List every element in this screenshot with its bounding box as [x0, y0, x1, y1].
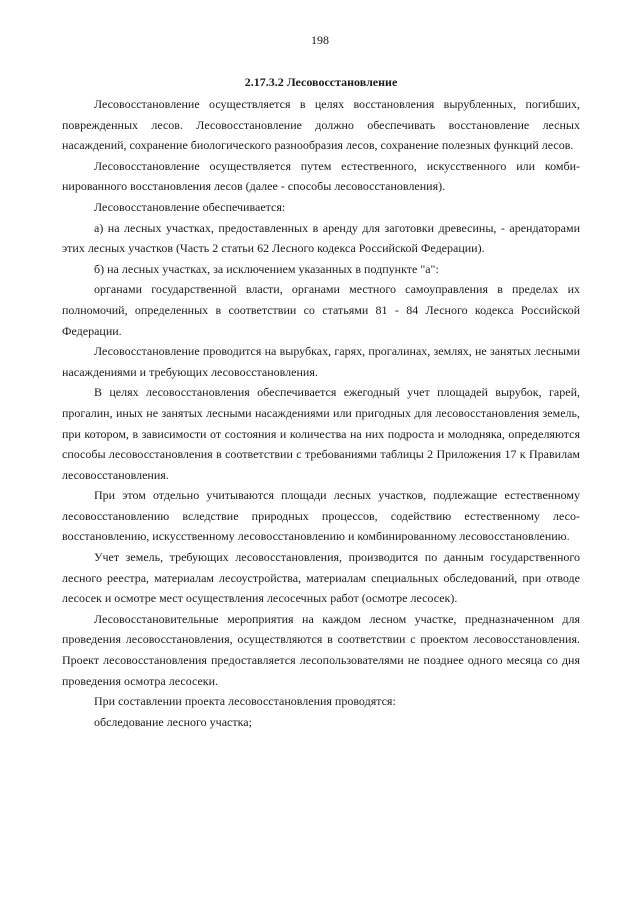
paragraph: Лесовосстановление проводится на вырубках, гарях, прогалинах, землях, не занятых лесными насаждениями и требующих лесовосстановления. [62, 344, 580, 379]
page-content [62, 72, 580, 732]
paragraph: При составлении проекта лесовосстановления проводятся: [94, 694, 396, 709]
paragraph: Лесовосстановление осуществляется путем естественного, искусственного или комбинированного восстановления лесов (далее - способы лесовосстановления). [62, 158, 580, 194]
page-number: 198 [311, 33, 329, 47]
paragraph: обследование лесного участка; [94, 714, 252, 729]
paragraph: Лесовосстановление обеспечивается: [94, 199, 286, 214]
paragraph: Лесовосстановительные мероприятия на каждом лесном участке, предназначенном для проведения лесовосстановления, осуществляются в соответствии с проектом лесовосстановления. Проект лесовосстановления предоставляется лесопользователями не позднее одного месяца со дня проведения осмотра лесосеки. [62, 611, 580, 688]
paragraph: а) на лесных участках, предоставленных в аренду для заготовки древесины, - арендаторами этих лесных участков (Часть 2 статьи 62 Лесного кодекса Российской Федерации). [62, 220, 580, 256]
paragraph: Лесовосстановление осуществляется в целях восстановления вырубленных, погибших, поврежденных лесов. Лесовосстановление должно обеспечивать восстановление лесных насаждений, сохранение биологического разнообразия лесов, сохранение полезных функций лесов. [62, 97, 580, 153]
section-heading: 2.17.3.2 Лесовосстановление [244, 75, 398, 89]
paragraph: В целях лесовосстановления обеспечивается ежегодный учет площадей вырубок, гарей, прогалин, иных не занятых лесными насаждениями или пригодных для лесовосстановления земель, при котором, в зависимости от состояния и количества на них подроста и молодняка, определяются способы лесовосстановления в соответствии с требованиями таблицы 2 Приложения 17 к Правилам лесовосстановления. [62, 385, 580, 482]
paragraph: Учет земель, требующих лесовосстановления, производится по данным государственного лесного реестра, материалам лесоустройства, материалам специальных обследований, при отводе лесосек и осмотре мест осуществления лесосечных работ (осмотре лесосек). [62, 550, 580, 606]
paragraph: органами государственной власти, органами местного самоуправления в пределах их полномочий, определенных в соответствии со статьями 81 - 84 Лесного кодекса Российской Федерации. [62, 282, 580, 338]
paragraph: При этом отдельно учитываются площади лесных участков, подлежащие естественному лесовосстановлению вследствие природных процессов, содействию естественному лесовосстановлению, искусственному лесовосстановлению и комбинированному лесовосстановлению. [62, 488, 580, 544]
paragraph: б) на лесных участках, за исключением указанных в подпункте "а": [94, 261, 439, 276]
